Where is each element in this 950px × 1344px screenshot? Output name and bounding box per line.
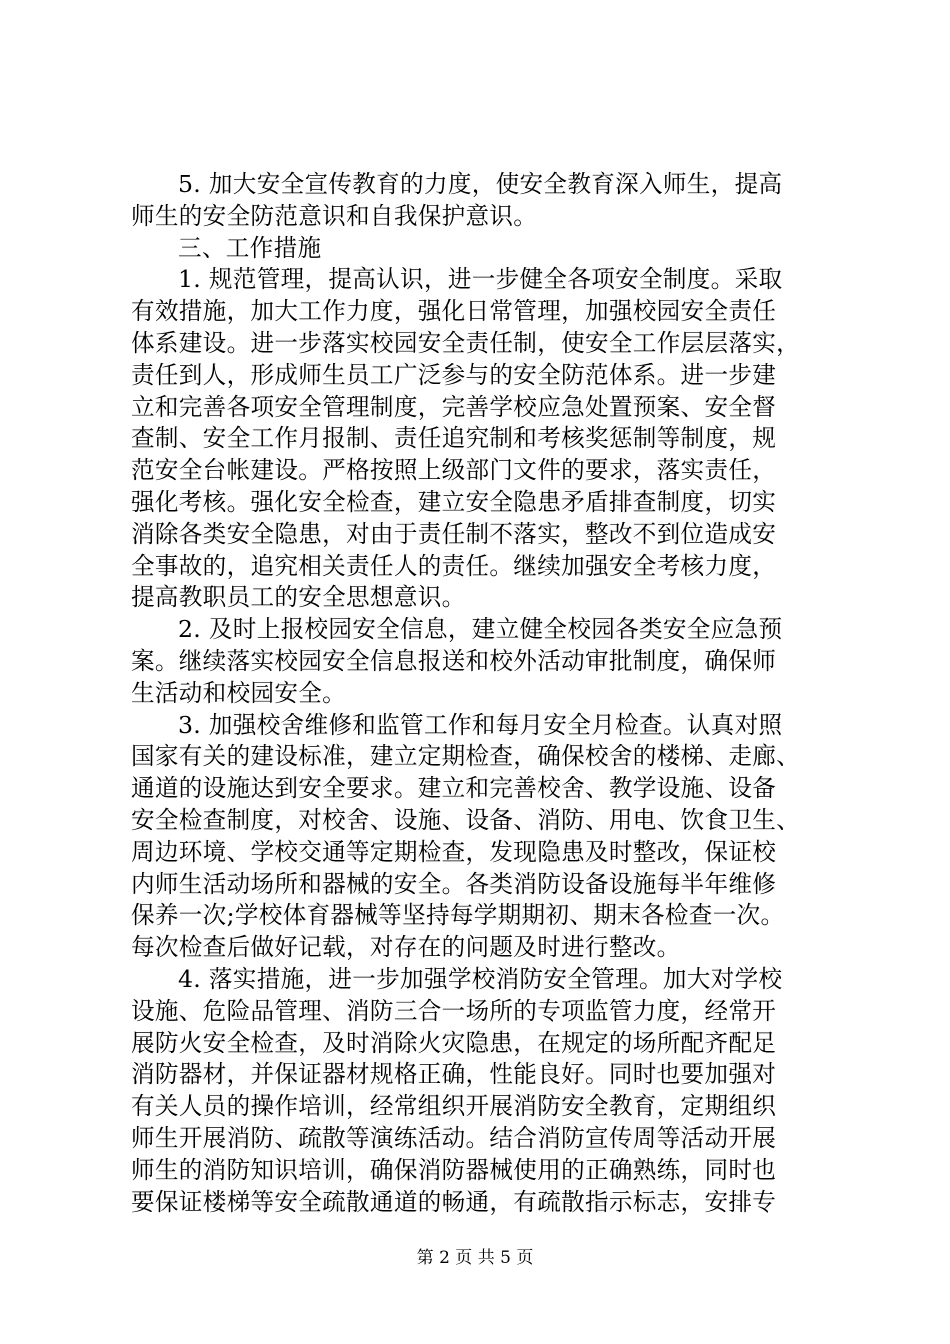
document-line-22: 周边环境、学校交通等定期检查，发现隐患及时整改，保证校 <box>131 838 777 866</box>
document-line-30: 有关人员的操作培训，经常组织开展消防安全教育，定期组织 <box>131 1092 777 1120</box>
document-line-12: 消除各类安全隐患，对由于责任制不落实，整改不到位造成安 <box>131 520 777 548</box>
document-line-23: 内师生活动场所和器械的安全。各类消防设备设施每半年维修 <box>131 870 777 898</box>
document-line-8: 立和完善各项安全管理制度，完善学校应急处置预案、安全督 <box>131 393 777 421</box>
document-line-17: 生活动和校园安全。 <box>131 679 347 707</box>
document-line-3: 三、工作措施 <box>178 234 322 262</box>
document-line-2: 师生的安全防范意识和自我保护意识。 <box>131 202 538 230</box>
document-line-6: 体系建设。进一步落实校园安全责任制，使安全工作层层落实， <box>131 329 801 357</box>
document-line-11: 强化考核。强化安全检查，建立安全隐患矛盾排查制度，切实 <box>131 488 777 516</box>
document-line-18: 3. 加强校舍维修和监管工作和每月安全月检查。认真对照 <box>178 711 783 739</box>
page-number-footer: 第 2 页 共 5 页 <box>416 1248 534 1268</box>
document-line-32: 师生的消防知识培训，确保消防器械使用的正确熟练，同时也 <box>131 1156 777 1184</box>
document-line-4: 1. 规范管理，提高认识，进一步健全各项安全制度。采取 <box>178 265 783 293</box>
document-line-15: 2. 及时上报校园安全信息，建立健全校园各类安全应急预 <box>178 615 783 643</box>
document-line-19: 国家有关的建设标准，建立定期检查，确保校舍的楼梯、走廊、 <box>131 742 801 770</box>
document-line-21: 安全检查制度，对校舍、设施、设备、消防、用电、饮食卫生、 <box>131 806 801 834</box>
document-line-7: 责任到人，形成师生员工广泛参与的安全防范体系。进一步建 <box>131 361 777 389</box>
document-line-9: 查制、安全工作月报制、责任追究制和考核奖惩制等制度，规 <box>131 424 777 452</box>
document-line-25: 每次检查后做好记载，对存在的问题及时进行整改。 <box>131 933 681 961</box>
document-line-24: 保养一次;学校体育器械等坚持每学期期初、期末各检查一次。 <box>131 901 785 929</box>
document-line-28: 展防火安全检查，及时消除火灾隐患，在规定的场所配齐配足 <box>131 1029 777 1057</box>
document-line-16: 案。继续落实校园安全信息报送和校外活动审批制度，确保师 <box>131 647 777 675</box>
document-line-27: 设施、危险品管理、消防三合一场所的专项监管力度，经常开 <box>131 997 777 1025</box>
document-line-14: 提高教职员工的安全思想意识。 <box>131 583 466 611</box>
document-line-1: 5. 加大安全宣传教育的力度，使安全教育深入师生，提高 <box>178 170 783 198</box>
document-line-13: 全事故的，追究相关责任人的责任。继续加强安全考核力度， <box>131 552 777 580</box>
document-line-5: 有效措施，加大工作力度，强化日常管理，加强校园安全责任 <box>131 297 777 325</box>
document-line-31: 师生开展消防、疏散等演练活动。结合消防宣传周等活动开展 <box>131 1124 777 1152</box>
document-line-10: 范安全台帐建设。严格按照上级部门文件的要求，落实责任， <box>131 456 777 484</box>
document-line-20: 通道的设施达到安全要求。建立和完善校舍、教学设施、设备 <box>131 774 777 802</box>
document-line-33: 要保证楼梯等安全疏散通道的畅通，有疏散指示标志，安排专 <box>131 1188 777 1216</box>
document-line-26: 4. 落实措施，进一步加强学校消防安全管理。加大对学校 <box>178 965 783 993</box>
document-line-29: 消防器材，并保证器材规格正确，性能良好。同时也要加强对 <box>131 1060 777 1088</box>
